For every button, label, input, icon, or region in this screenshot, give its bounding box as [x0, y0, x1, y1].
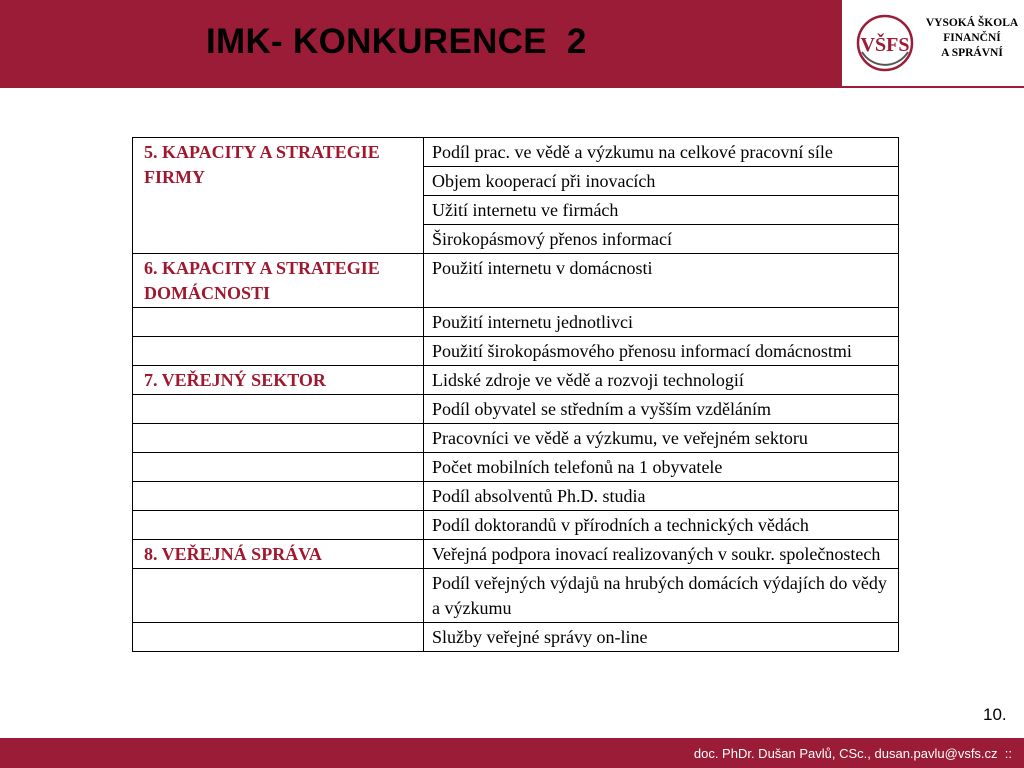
indicator-cell: Pracovníci ve vědě a výzkumu, ve veřejném sektoru — [424, 424, 899, 453]
table-row — [133, 254, 899, 308]
category-cell — [133, 569, 424, 623]
logo-line-2: FINANČNÍ — [943, 32, 1001, 44]
category-cell — [133, 623, 424, 652]
indicator-cell: Podíl absolventů Ph.D. studia — [424, 482, 899, 511]
vsfs-logo-icon — [854, 12, 916, 74]
indicator-cell: Počet mobilních telefonů na 1 obyvatele — [424, 453, 899, 482]
table-row — [133, 540, 899, 569]
school-logo — [842, 0, 1024, 86]
indicator-cell: Užití internetu ve firmách — [424, 196, 899, 225]
footer-author: doc. PhDr. Dušan Pavlů, CSc., dusan.pavlu@vsfs.cz :: — [693, 746, 1012, 761]
indicator-cell: Podíl prac. ve vědě a výzkumu na celkové pracovní síle — [424, 138, 899, 167]
page-number: 10. — [983, 705, 1007, 724]
table-row — [133, 453, 899, 482]
category-cell — [133, 308, 424, 337]
indicator-cell: Objem kooperací při inovacích — [424, 167, 899, 196]
footer-bar — [0, 738, 1024, 768]
header-divider — [0, 86, 1024, 88]
table-row — [133, 511, 899, 540]
category-cell — [133, 395, 424, 424]
indicator-cell: Lidské zdroje ve vědě a rozvoji technologií — [424, 366, 899, 395]
slide-title: IMK- KONKURENCE 2 — [206, 22, 587, 61]
table-row — [133, 308, 899, 337]
indicator-cell: Podíl doktorandů v přírodních a technických vědách — [424, 511, 899, 540]
indicator-cell: Použití internetu v domácnosti — [424, 254, 899, 308]
category-cell: 8. VEŘEJNÁ SPRÁVA — [133, 540, 424, 569]
table-row — [133, 138, 899, 167]
category-cell: 5. KAPACITY A STRATEGIE FIRMY — [133, 138, 424, 254]
logo-wordmark — [922, 16, 1022, 61]
indicator-cell: Použití širokopásmového přenosu informací domácnostmi — [424, 337, 899, 366]
table-row — [133, 337, 899, 366]
indicator-cell: Podíl obyvatel se středním a vyšším vzděláním — [424, 395, 899, 424]
indicator-table-body — [133, 138, 899, 652]
category-cell — [133, 337, 424, 366]
logo-mark-text: VŠFS — [860, 34, 910, 56]
indicator-cell: Podíl veřejných výdajů na hrubých domácích výdajích do vědy a výzkumu — [424, 569, 899, 623]
category-cell — [133, 511, 424, 540]
indicator-cell: Širokopásmový přenos informací — [424, 225, 899, 254]
table-row — [133, 482, 899, 511]
table-row — [133, 424, 899, 453]
table-row — [133, 395, 899, 424]
category-cell — [133, 424, 424, 453]
indicator-table — [132, 137, 899, 652]
logo-line-1: VYSOKÁ ŠKOLA — [925, 17, 1019, 29]
category-cell: 7. VEŘEJNÝ SEKTOR — [133, 366, 424, 395]
table-row — [133, 569, 899, 623]
header-bar — [0, 0, 842, 86]
indicator-cell: Použití internetu jednotlivci — [424, 308, 899, 337]
table-row — [133, 623, 899, 652]
category-cell — [133, 482, 424, 511]
category-cell: 6. KAPACITY A STRATEGIE DOMÁCNOSTI — [133, 254, 424, 308]
logo-line-3: A SPRÁVNÍ — [941, 47, 1003, 59]
table-row — [133, 366, 899, 395]
indicator-cell: Služby veřejné správy on-line — [424, 623, 899, 652]
category-cell — [133, 453, 424, 482]
indicator-cell: Veřejná podpora inovací realizovaných v soukr. společnostech — [424, 540, 899, 569]
